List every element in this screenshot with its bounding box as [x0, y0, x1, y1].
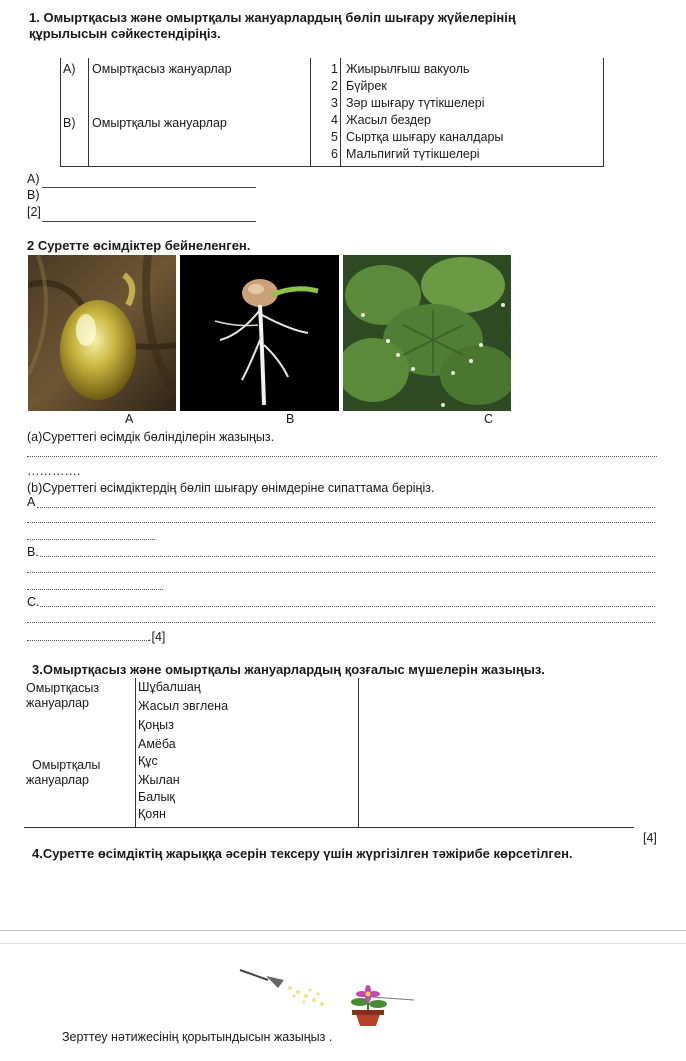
- q3-animal: Қоян: [138, 807, 166, 821]
- q2-answer-b-line1[interactable]: [40, 556, 655, 557]
- q3-answer-cell[interactable]: [360, 680, 632, 825]
- q2-answer-a-line3[interactable]: [27, 539, 155, 540]
- q3-group-vertebrates-line1: Омыртқалы: [32, 758, 101, 772]
- q1-right-num: 2: [331, 79, 338, 93]
- q1-left-letter-a: A): [63, 62, 76, 76]
- photo-label-b: B: [286, 412, 295, 426]
- q3-group-vertebrates-line2: жануарлар: [26, 773, 90, 787]
- q2-part-a-answer-line[interactable]: [27, 456, 657, 457]
- q3-animal: Амёба: [138, 737, 176, 751]
- q1-title-line1: 1. Омыртқасыз және омыртқалы жануарлардың бөліп шығару жүйелерінің: [29, 10, 516, 25]
- photo-label-c: C: [484, 412, 494, 426]
- q1-right-num: 3: [331, 96, 338, 110]
- q2-answer-a-label: A: [27, 495, 36, 509]
- q1-right-label: Жиырылғыш вакуоль: [346, 62, 470, 76]
- q2-answer-c-line2[interactable]: [27, 622, 655, 623]
- q1-marks: [2]: [27, 205, 41, 219]
- q2-answer-b-label: B.: [27, 545, 39, 559]
- q1-answer-line-a[interactable]: [42, 187, 256, 188]
- q1-right-label: Жасыл бездер: [346, 113, 431, 127]
- q1-left-letter-b: B): [63, 116, 76, 130]
- photo-a-resin: [28, 255, 176, 411]
- q2-answer-a-line2[interactable]: [27, 522, 655, 523]
- q3-animal: Құс: [138, 754, 158, 768]
- q2-answer-b-line2[interactable]: [27, 572, 655, 573]
- photo-c-leaves: [343, 255, 511, 411]
- q4-footer-prompt: Зерттеу нәтижесінің қорытындысын жазыңыз .: [62, 1030, 333, 1044]
- q2-answer-b-line3[interactable]: [27, 589, 163, 590]
- q3-marks: [4]: [643, 831, 657, 845]
- q2-answer-c-line1[interactable]: [40, 606, 655, 607]
- q1-right-label: Бүйрек: [346, 79, 387, 93]
- q3-animal: Шұбалшаң: [138, 680, 201, 694]
- q1-left-label-b: Омыртқалы жануарлар: [92, 116, 227, 130]
- q2-part-a-dots: ………….: [27, 464, 81, 478]
- q1-title-line2: құрылысын сәйкестендіріңіз.: [29, 26, 221, 41]
- q1-right-label: Мальпигий түтікшелері: [346, 147, 480, 161]
- q1-answer-a-label: A): [27, 172, 40, 186]
- photo-label-a: A: [125, 412, 134, 426]
- q2-part-b-question: (b)Суреттегі өсімдіктердің бөліп шығару өнімдеріне сипаттама беріңіз.: [27, 481, 435, 495]
- q1-right-num: 5: [331, 130, 338, 144]
- q2-answer-a-line1[interactable]: [37, 507, 655, 508]
- q2-part-a-question: (a)Суреттегі өсімдік бөлінділерін жазыңыз.: [27, 430, 275, 444]
- photo-b-seedling: [180, 255, 339, 411]
- q2-answer-c-line3[interactable]: [27, 640, 149, 641]
- experiment-illustration: [238, 966, 418, 1036]
- page-divider: [0, 930, 686, 931]
- q2-marks: .[4]: [148, 630, 166, 644]
- q3-title: 3.Омыртқасыз және омыртқалы жануарлардың қозғалыс мүшелерін жазыңыз.: [32, 662, 545, 677]
- q1-right-label: Зәр шығару түтікшелері: [346, 96, 485, 110]
- q1-right-num: 4: [331, 113, 338, 127]
- q3-animal: Жасыл эвглена: [138, 699, 229, 713]
- q2-title: 2 Суретте өсімдіктер бейнеленген.: [27, 238, 251, 253]
- q4-title: 4.Суретте өсімдіктің жарыққа әсерін тексеру үшін жүргізілген тәжірибе көрсетілген.: [32, 846, 573, 861]
- q1-answer-b-label: B): [27, 188, 40, 202]
- q1-left-label-a: Омыртқасыз жануарлар: [92, 62, 232, 76]
- q1-right-num: 6: [331, 147, 338, 161]
- q3-group-invertebrates-line1: Омыртқасыз: [26, 681, 100, 695]
- q3-group-invertebrates-line2: жануарлар: [26, 696, 90, 710]
- q2-answer-c-label: C.: [27, 595, 40, 609]
- q3-animal: Қоңыз: [138, 718, 174, 732]
- q1-right-num: 1: [331, 62, 338, 76]
- q1-answer-line-b[interactable]: [42, 221, 256, 222]
- q3-animal: Жылан: [138, 773, 180, 787]
- q1-right-label: Сыртқа шығару каналдары: [346, 130, 504, 144]
- page-divider: [0, 943, 686, 944]
- q3-animal: Балық: [138, 790, 175, 804]
